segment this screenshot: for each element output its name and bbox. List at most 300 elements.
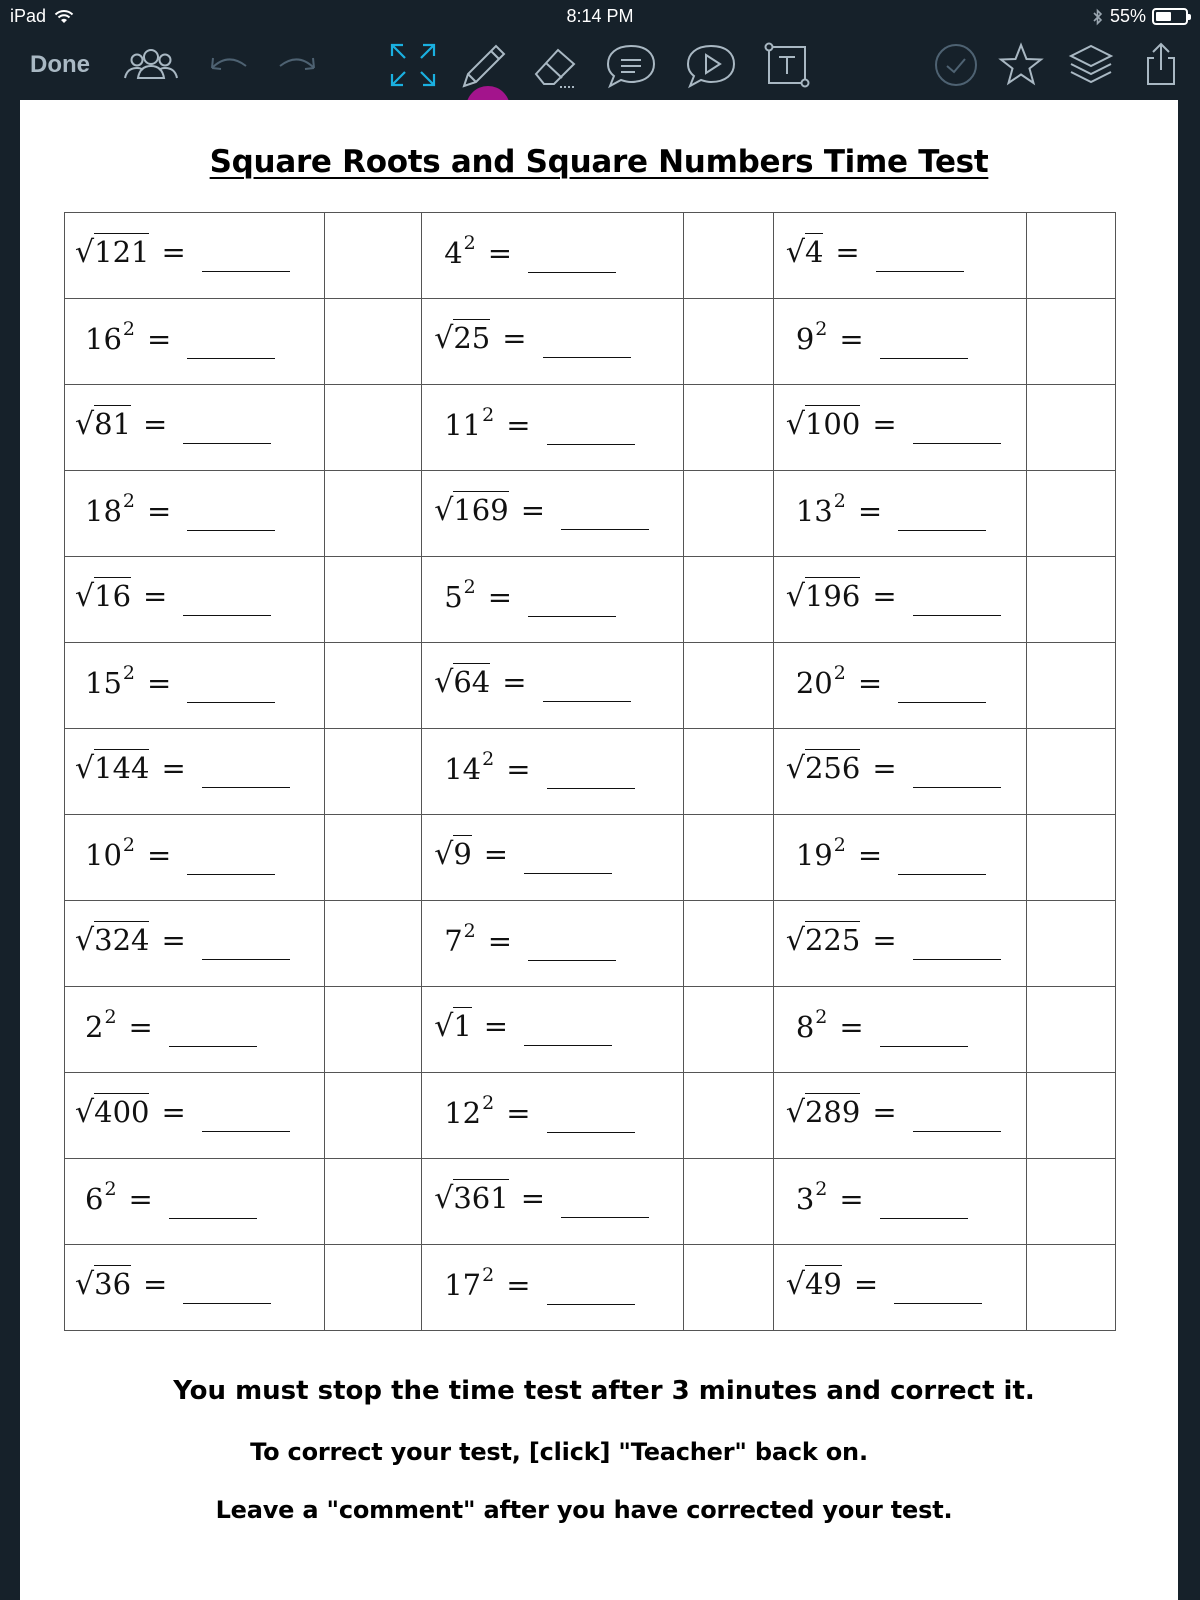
exponent: 2	[122, 490, 135, 513]
problem-cell	[65, 901, 325, 987]
status-bar	[0, 0, 1200, 32]
table-row	[65, 385, 1116, 471]
answer-cell[interactable]	[684, 901, 773, 987]
answer-cell[interactable]	[1027, 815, 1116, 901]
equals-sign: =	[506, 1095, 531, 1130]
problem-cell	[422, 643, 684, 729]
problem-cell	[65, 987, 325, 1073]
answer-cell[interactable]	[684, 1159, 773, 1245]
answer-cell[interactable]	[1027, 299, 1116, 385]
star-icon[interactable]	[996, 40, 1046, 90]
annotation-toolbar	[0, 32, 1200, 100]
exponent: 2	[122, 834, 135, 857]
problem-cell	[422, 815, 684, 901]
answer-blank[interactable]	[913, 787, 1001, 788]
answer-cell[interactable]	[325, 901, 422, 987]
answer-cell[interactable]	[1027, 1159, 1116, 1245]
answer-blank[interactable]	[547, 788, 635, 789]
answer-blank[interactable]	[880, 1046, 968, 1047]
base-number: 17	[444, 1267, 482, 1302]
base-number: 15	[85, 665, 122, 700]
equals-sign: =	[487, 579, 513, 614]
square-root-problem	[434, 493, 649, 527]
answer-cell[interactable]	[1027, 385, 1116, 471]
problem-table	[64, 212, 1116, 1331]
equals-sign: =	[506, 407, 531, 442]
answer-blank[interactable]	[913, 443, 1001, 444]
equals-sign: =	[839, 321, 864, 356]
battery-icon	[1152, 8, 1188, 25]
table-row	[65, 557, 1116, 643]
answer-cell[interactable]	[1027, 1073, 1116, 1159]
problem-cell	[773, 299, 1027, 385]
users-icon[interactable]	[120, 40, 182, 90]
base-number: 11	[444, 407, 482, 442]
problem-cell	[773, 471, 1027, 557]
radicand: 49	[804, 1267, 842, 1301]
answer-blank[interactable]	[913, 959, 1001, 960]
answer-cell[interactable]	[325, 385, 422, 471]
problem-cell	[422, 987, 684, 1073]
problem-cell	[65, 471, 325, 557]
answer-cell[interactable]	[325, 471, 422, 557]
answer-cell[interactable]	[1027, 1245, 1116, 1331]
square-root-problem	[75, 407, 271, 441]
answer-cell[interactable]	[684, 643, 773, 729]
answer-blank[interactable]	[898, 702, 986, 703]
answer-cell[interactable]	[684, 213, 773, 299]
equals-sign: =	[147, 321, 172, 356]
equals-sign: =	[857, 837, 883, 872]
equals-sign: =	[161, 235, 186, 269]
problem-cell	[773, 643, 1027, 729]
answer-cell[interactable]	[684, 557, 773, 643]
exponent: 2	[833, 834, 846, 857]
check-icon[interactable]	[932, 40, 980, 90]
instruction-line-2: To correct your test, [click] "Teacher" back on.	[250, 1438, 868, 1466]
equals-sign: =	[487, 923, 513, 958]
radical-sign: √	[75, 235, 95, 270]
radicand: 25	[453, 321, 491, 355]
answer-blank[interactable]	[187, 530, 275, 531]
equals-sign: =	[839, 1009, 864, 1044]
exponent: 2	[482, 1092, 495, 1115]
radicand: 16	[94, 579, 132, 613]
exponent: 2	[482, 748, 495, 771]
answer-cell[interactable]	[684, 815, 773, 901]
answer-blank[interactable]	[187, 702, 275, 703]
radical-sign: √	[434, 1181, 454, 1216]
answer-blank[interactable]	[876, 271, 964, 272]
problem-cell	[65, 557, 325, 643]
answer-cell[interactable]	[1027, 471, 1116, 557]
equals-sign: =	[872, 751, 897, 785]
equals-sign: =	[483, 1009, 509, 1043]
problem-cell	[422, 557, 684, 643]
radical-sign: √	[434, 493, 454, 528]
done-button[interactable]: Done	[30, 51, 90, 78]
equals-sign: =	[143, 579, 168, 613]
answer-blank[interactable]	[543, 357, 631, 358]
base-number: 2	[85, 1009, 104, 1044]
answer-cell[interactable]	[684, 1245, 773, 1331]
equals-sign: =	[483, 837, 509, 871]
radicand: 144	[94, 751, 150, 785]
problem-cell	[773, 1245, 1027, 1331]
radicand: 64	[453, 665, 491, 699]
base-number: 18	[85, 493, 122, 528]
redo-icon[interactable]	[272, 40, 322, 90]
radicand: 36	[94, 1267, 132, 1301]
problem-cell	[773, 901, 1027, 987]
square-problem	[434, 576, 616, 614]
problem-cell	[773, 385, 1027, 471]
base-number: 19	[795, 837, 833, 872]
square-problem	[786, 318, 968, 356]
square-problem	[786, 1006, 968, 1044]
square-root-problem	[75, 1095, 290, 1129]
answer-blank[interactable]	[543, 701, 631, 702]
equals-sign: =	[147, 493, 172, 528]
radical-sign: √	[785, 407, 805, 442]
answer-blank[interactable]	[894, 1303, 982, 1304]
answer-cell[interactable]	[684, 1073, 773, 1159]
square-root-problem	[786, 235, 964, 269]
problem-cell	[422, 1073, 684, 1159]
problem-cell	[773, 987, 1027, 1073]
answer-cell[interactable]	[325, 299, 422, 385]
base-number: 9	[795, 321, 815, 356]
answer-blank[interactable]	[169, 1218, 257, 1219]
answer-blank[interactable]	[898, 874, 986, 875]
square-problem	[434, 404, 634, 442]
answer-blank[interactable]	[528, 272, 616, 273]
answer-cell[interactable]	[325, 729, 422, 815]
answer-blank[interactable]	[547, 444, 635, 445]
base-number: 8	[795, 1009, 815, 1044]
equals-sign: =	[147, 665, 172, 700]
answer-blank[interactable]	[561, 529, 649, 530]
radical-sign: √	[434, 1009, 454, 1044]
worksheet-title: Square Roots and Square Numbers Time Test	[209, 144, 989, 180]
equals-sign: =	[506, 751, 531, 786]
answer-blank[interactable]	[169, 1046, 257, 1047]
radicand: 225	[804, 923, 861, 957]
square-problem	[434, 1264, 634, 1302]
answer-blank[interactable]	[913, 615, 1001, 616]
equals-sign: =	[835, 235, 860, 269]
equals-sign: =	[506, 1267, 531, 1302]
problem-cell	[773, 815, 1027, 901]
radicand: 361	[453, 1181, 509, 1215]
answer-blank[interactable]	[898, 530, 986, 531]
square-root-problem	[434, 837, 612, 871]
base-number: 13	[795, 493, 833, 528]
base-number: 10	[85, 837, 122, 872]
table-row	[65, 1073, 1116, 1159]
problem-cell	[65, 729, 325, 815]
radical-sign: √	[785, 751, 805, 786]
radical-sign: √	[434, 321, 454, 356]
layers-icon[interactable]	[1066, 40, 1116, 90]
answer-cell[interactable]	[684, 471, 773, 557]
eraser-icon[interactable]	[530, 40, 582, 90]
square-problem	[434, 748, 634, 786]
square-problem	[786, 1178, 968, 1216]
radicand: 100	[804, 407, 861, 441]
square-problem	[786, 834, 986, 872]
square-problem	[75, 1006, 257, 1044]
equals-sign: =	[143, 407, 168, 441]
answer-blank[interactable]	[528, 960, 616, 961]
table-row	[65, 213, 1116, 299]
base-number: 12	[444, 1095, 482, 1130]
worksheet-page	[20, 100, 1178, 1600]
problem-cell	[65, 299, 325, 385]
square-root-problem	[434, 1181, 649, 1215]
equals-sign: =	[872, 1095, 897, 1129]
equals-sign: =	[872, 923, 897, 957]
radicand: 256	[804, 751, 861, 785]
radical-sign: √	[75, 1267, 95, 1302]
answer-cell[interactable]	[1027, 987, 1116, 1073]
equals-sign: =	[147, 837, 172, 872]
equals-sign: =	[872, 407, 897, 441]
expand-icon[interactable]	[388, 40, 438, 90]
comment-icon[interactable]	[604, 40, 658, 90]
answer-cell[interactable]	[1027, 213, 1116, 299]
problem-cell	[422, 1159, 684, 1245]
answer-blank[interactable]	[561, 1217, 649, 1218]
base-number: 14	[444, 751, 482, 786]
answer-cell[interactable]	[684, 729, 773, 815]
problem-cell	[65, 385, 325, 471]
answer-blank[interactable]	[880, 1218, 968, 1219]
undo-icon[interactable]	[204, 40, 254, 90]
table-row	[65, 987, 1116, 1073]
exponent: 2	[122, 662, 135, 685]
square-root-problem	[786, 751, 1001, 785]
answer-cell[interactable]	[684, 987, 773, 1073]
table-row	[65, 1159, 1116, 1245]
equals-sign: =	[502, 665, 527, 699]
pencil-icon[interactable]	[458, 40, 510, 90]
square-root-problem	[786, 579, 1001, 613]
base-number: 16	[85, 321, 122, 356]
problem-cell	[773, 557, 1027, 643]
radical-sign: √	[75, 407, 95, 442]
exponent: 2	[833, 490, 846, 513]
equals-sign: =	[520, 1181, 546, 1215]
bluetooth-icon	[1092, 8, 1104, 26]
table-row	[65, 729, 1116, 815]
answer-cell[interactable]	[325, 557, 422, 643]
equals-sign: =	[161, 1095, 186, 1129]
square-problem	[75, 1178, 257, 1216]
text-box-icon[interactable]	[762, 40, 812, 90]
square-root-problem	[786, 1095, 1001, 1129]
square-problem	[75, 490, 275, 528]
equals-sign: =	[853, 1267, 879, 1301]
problem-cell	[773, 729, 1027, 815]
share-icon[interactable]	[1136, 40, 1186, 90]
square-problem	[75, 834, 275, 872]
answer-blank[interactable]	[524, 873, 612, 874]
equals-sign: =	[872, 579, 897, 613]
base-number: 4	[444, 235, 463, 270]
exponent: 2	[815, 318, 828, 341]
problem-cell	[65, 213, 325, 299]
equals-sign: =	[520, 493, 546, 527]
base-number: 20	[795, 665, 833, 700]
problem-cell	[65, 1073, 325, 1159]
instruction-line-1: You must stop the time test after 3 minutes and correct it.	[173, 1376, 1035, 1406]
answer-cell[interactable]	[1027, 901, 1116, 987]
table-row	[65, 643, 1116, 729]
radical-sign: √	[785, 235, 805, 270]
problem-cell	[65, 815, 325, 901]
exponent: 2	[482, 1264, 495, 1287]
answer-blank[interactable]	[547, 1132, 635, 1133]
base-number: 6	[85, 1181, 104, 1216]
answer-cell[interactable]	[325, 1073, 422, 1159]
square-root-problem	[434, 1009, 612, 1043]
answer-blank[interactable]	[202, 959, 290, 960]
answer-cell[interactable]	[325, 815, 422, 901]
equals-sign: =	[143, 1267, 168, 1301]
square-root-problem	[75, 751, 290, 785]
audio-comment-icon[interactable]	[684, 40, 738, 90]
square-root-problem	[75, 1267, 271, 1301]
radicand: 289	[804, 1095, 861, 1129]
exponent: 2	[122, 318, 135, 341]
exponent: 2	[463, 920, 476, 943]
equals-sign: =	[161, 751, 186, 785]
radicand: 4	[804, 235, 824, 269]
battery-fill	[1156, 12, 1171, 21]
answer-blank[interactable]	[202, 271, 290, 272]
exponent: 2	[815, 1006, 828, 1029]
answer-cell[interactable]	[325, 643, 422, 729]
base-number: 5	[444, 579, 463, 614]
equals-sign: =	[487, 235, 513, 270]
answer-cell[interactable]	[684, 299, 773, 385]
problem-cell	[422, 471, 684, 557]
answer-blank[interactable]	[524, 1045, 612, 1046]
square-problem	[75, 318, 275, 356]
radicand: 196	[804, 579, 861, 613]
radical-sign: √	[785, 1095, 805, 1130]
problem-cell	[422, 901, 684, 987]
answer-blank[interactable]	[183, 443, 271, 444]
answer-blank[interactable]	[913, 1131, 1001, 1132]
table-row	[65, 299, 1116, 385]
radical-sign: √	[75, 751, 95, 786]
problem-cell	[422, 729, 684, 815]
problem-cell	[422, 385, 684, 471]
square-root-problem	[786, 407, 1001, 441]
answer-cell[interactable]	[1027, 643, 1116, 729]
radicand: 169	[453, 493, 509, 527]
equals-sign: =	[502, 321, 527, 355]
answer-cell[interactable]	[325, 213, 422, 299]
answer-blank[interactable]	[187, 874, 275, 875]
radicand: 400	[94, 1095, 150, 1129]
exponent: 2	[833, 662, 846, 685]
radical-sign: √	[785, 923, 805, 958]
problem-cell	[773, 1073, 1027, 1159]
square-problem	[434, 920, 616, 958]
square-root-problem	[434, 321, 630, 355]
base-number: 3	[795, 1181, 815, 1216]
exponent: 2	[463, 232, 476, 255]
equals-sign: =	[857, 665, 883, 700]
problem-cell	[65, 1159, 325, 1245]
answer-blank[interactable]	[202, 787, 290, 788]
radical-sign: √	[75, 1095, 95, 1130]
status-time: 8:14 PM	[566, 6, 634, 26]
square-problem	[434, 232, 616, 270]
problem-cell	[422, 1245, 684, 1331]
square-root-problem	[75, 235, 290, 269]
answer-blank[interactable]	[202, 1131, 290, 1132]
table-row	[65, 1245, 1116, 1331]
square-problem	[786, 662, 986, 700]
equals-sign: =	[839, 1181, 864, 1216]
answer-blank[interactable]	[547, 1304, 635, 1305]
radicand: 1	[453, 1009, 472, 1043]
answer-blank[interactable]	[187, 358, 275, 359]
answer-cell[interactable]	[325, 1245, 422, 1331]
answer-cell[interactable]	[1027, 557, 1116, 643]
answer-blank[interactable]	[183, 1303, 271, 1304]
radicand: 324	[94, 923, 150, 957]
radicand: 9	[453, 837, 472, 871]
device-name: iPad	[10, 6, 47, 26]
problem-cell	[773, 213, 1027, 299]
radical-sign: √	[785, 579, 805, 614]
square-root-problem	[75, 579, 271, 613]
status-right	[1092, 6, 1188, 27]
answer-blank[interactable]	[880, 358, 968, 359]
problem-cell	[65, 1245, 325, 1331]
square-root-problem	[786, 1267, 982, 1301]
exponent: 2	[463, 576, 476, 599]
square-root-problem	[434, 665, 630, 699]
answer-blank[interactable]	[528, 616, 616, 617]
table-row	[65, 471, 1116, 557]
instruction-line-3: Leave a "comment" after you have corrected your test.	[215, 1496, 953, 1524]
equals-sign: =	[857, 493, 883, 528]
answer-cell[interactable]	[684, 385, 773, 471]
answer-blank[interactable]	[183, 615, 271, 616]
exponent: 2	[815, 1178, 828, 1201]
square-problem	[786, 490, 986, 528]
base-number: 7	[444, 923, 463, 958]
exponent: 2	[104, 1178, 117, 1201]
problem-cell	[422, 213, 684, 299]
answer-cell[interactable]	[325, 987, 422, 1073]
table-row	[65, 901, 1116, 987]
answer-cell[interactable]	[325, 1159, 422, 1245]
square-root-problem	[75, 923, 290, 957]
square-root-problem	[786, 923, 1001, 957]
equals-sign: =	[128, 1181, 153, 1216]
equals-sign: =	[128, 1009, 153, 1044]
square-problem	[434, 1092, 634, 1130]
radicand: 81	[94, 407, 132, 441]
answer-cell[interactable]	[1027, 729, 1116, 815]
